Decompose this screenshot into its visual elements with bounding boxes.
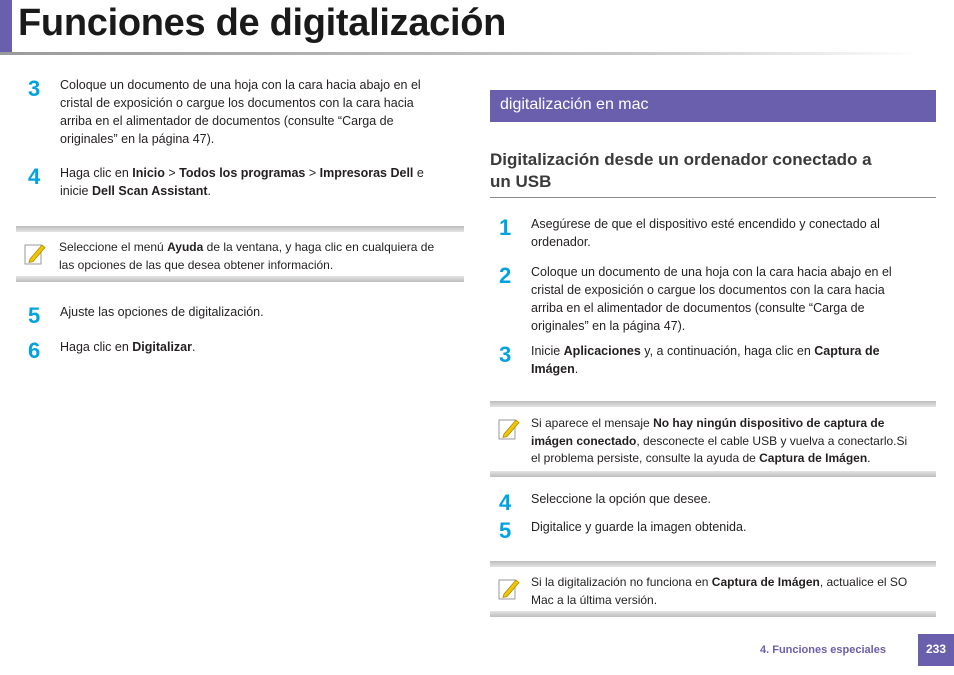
note-line: Mac a la última versión. [531,592,658,607]
step-line: Coloque un documento de una hoja con la cara hacia abajo en el [60,78,421,92]
note-line: imágen conectado, desconecte el cable USB y vuelva a conectarlo.Si [531,433,908,448]
step-line: inicie Dell Scan Assistant. [60,184,212,198]
step-number: 5 [499,518,512,543]
note-text [531,415,907,468]
title-accent-bar [0,0,12,52]
section-title: digitalización en mac [500,96,649,113]
step-text: Digitalice y guarde la imagen obtenida. [531,520,747,534]
step-line: Haga clic en Inicio > Todos los programas > Impresoras Dell e [60,166,424,180]
step-text: Seleccione la opción que desee. [531,492,711,506]
step-text [531,263,892,335]
step-line: ordenador. [531,235,591,249]
step-number: 2 [499,263,512,288]
step-line: Imágen. [531,362,579,376]
sub-heading-line: Digitalización desde un ordenador conectado a [490,150,872,169]
step-line: originales” en la página 47). [60,132,215,146]
page-title: Funciones de digitalización [18,2,507,44]
note-pencil-icon [498,417,520,441]
step-line: arriba en el alimentador de documentos (consulte “Carga de [531,301,865,315]
sub-heading-divider [490,197,936,198]
left-note-box [16,226,464,282]
step-number: 6 [28,338,41,363]
step-line: Coloque un documento de una hoja con la cara hacia abajo en el [531,265,892,279]
note-line: el problema persiste, consulte la ayuda de Captura de Imágen. [531,451,871,465]
title-divider [0,52,920,55]
step-text [531,342,880,378]
page-number-badge [918,634,954,666]
page-number: 233 [925,642,947,656]
step-number: 3 [499,342,512,367]
step-text [60,164,424,200]
step-number: 3 [28,76,41,101]
step-text [531,215,880,251]
note-line: las opciones de las que desea obtener información. [59,257,334,272]
note-line: Seleccione el menú Ayuda de la ventana, y haga clic en cualquiera de [59,240,435,254]
note-pencil-icon [498,577,520,601]
note-line: Si aparece el mensaje No hay ningún dispositivo de captura de [531,416,885,430]
sub-heading-line: un USB [490,172,552,191]
step-text: Ajuste las opciones de digitalización. [60,305,264,319]
step-text [60,76,421,148]
note-text [531,574,907,609]
section-banner [490,90,936,122]
sub-heading [490,149,936,193]
step-line: Inicie Aplicaciones y, a continuación, haga clic en Captura de [531,344,880,358]
right-note-box-2 [490,561,936,617]
step-line: cristal de exposición o cargue los documentos con la cara hacia [60,96,414,110]
step-text: Haga clic en Digitalizar. [60,340,196,354]
step-line: originales” en la página 47). [531,319,686,333]
right-note-box-1 [490,401,936,477]
note-text [59,239,434,274]
footer-chapter: 4. Funciones especiales [760,644,886,656]
step-number: 4 [499,490,512,515]
step-line: arriba en el alimentador de documentos (consulte “Carga de [60,114,394,128]
step-number: 5 [28,303,41,328]
step-number: 1 [499,215,512,240]
step-line: Asegúrese de que el dispositivo esté encendido y conectado al [531,217,880,231]
note-pencil-icon [24,242,46,266]
step-line: cristal de exposición o cargue los documentos con la cara hacia [531,283,885,297]
note-line: Si la digitalización no funciona en Captura de Imágen, actualice el SO [531,575,908,589]
step-number: 4 [28,164,41,189]
